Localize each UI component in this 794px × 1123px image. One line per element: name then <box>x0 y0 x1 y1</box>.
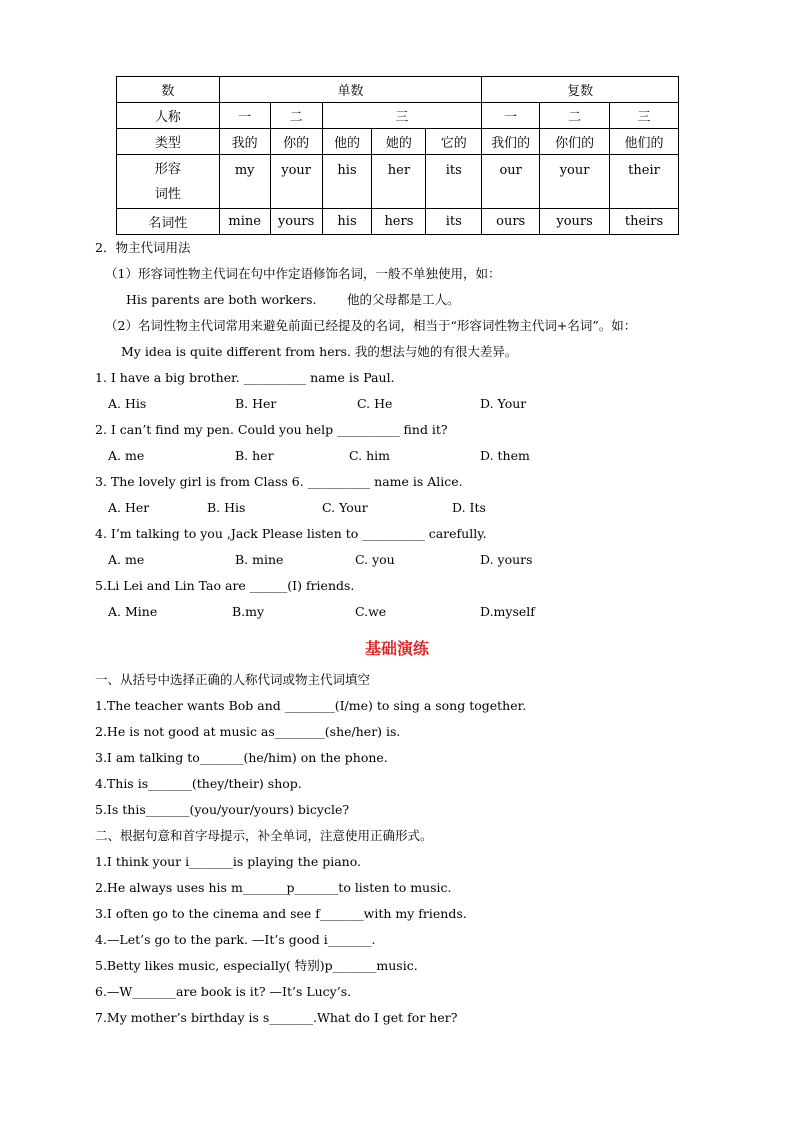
type-cell: 你们的 <box>540 129 610 155</box>
mc-option: B. her <box>235 448 274 463</box>
adjective-cell: their <box>610 155 679 209</box>
part1-heading: 一、从括号中选择正确的人称代词或物主代词填空 <box>95 672 371 687</box>
fill-item: 3.I am talking to_______(he/him) on the phone. <box>95 750 388 765</box>
noun-cell: ours <box>482 209 540 235</box>
mc-question-3: 3. The lovely girl is from Class 6. __________ name is Alice. <box>95 474 463 489</box>
usage-example-1-cn: 他的父母都是工人。 <box>347 292 460 307</box>
mc-question-5: 5.Li Lei and Lin Tao are ______(I) friends. <box>95 578 355 593</box>
part2-heading: 二、根据句意和首字母提示，补全单词，注意使用正确形式。 <box>95 828 433 843</box>
mc-question-2: 2. I can’t find my pen. Could you help __________ find it? <box>95 422 448 437</box>
word-item: 2.He always uses his m_______p_______to listen to music. <box>95 880 452 895</box>
mc-question-4: 4. I’m talking to you ,Jack Please listen to __________ carefully. <box>95 526 487 541</box>
section-title: 基础演练 <box>364 639 429 658</box>
mc-option: D. Your <box>480 396 527 411</box>
noun-cell: yours <box>270 209 322 235</box>
usage-heading: 2．物主代词用法 <box>95 240 191 255</box>
mc-option: B.my <box>232 604 265 619</box>
mc-option: B. Her <box>235 396 277 411</box>
fill-item: 4.This is_______(they/their) shop. <box>95 776 302 791</box>
person-cell: 二 <box>540 103 610 129</box>
usage-example-2: My idea is quite different from hers. 我的想法与她的有很大差异。 <box>121 344 518 359</box>
adjective-cell: my <box>219 155 270 209</box>
header-person: 人称 <box>117 103 220 129</box>
word-item: 7.My mother’s birthday is s_______.What do I get for her? <box>95 1010 458 1025</box>
word-item: 6.—W_______are book is it? —It’s Lucy’s. <box>95 984 352 999</box>
mc-option: D.myself <box>480 604 535 619</box>
mc-option: D. them <box>480 448 530 463</box>
mc-option: C. Your <box>322 500 368 515</box>
mc-option: A. His <box>108 396 147 411</box>
type-cell: 她的 <box>372 129 426 155</box>
header-noun: 名词性 <box>117 209 220 235</box>
fill-item: 5.Is this_______(you/your/yours) bicycle? <box>95 802 350 817</box>
usage-example-1-en: His parents are both workers. <box>126 292 317 307</box>
mc-option: A. Mine <box>108 604 158 619</box>
mc-option: B. His <box>207 500 246 515</box>
adjective-cell: its <box>426 155 482 209</box>
mc-option: C. him <box>349 448 390 463</box>
adjective-cell: your <box>270 155 322 209</box>
mc-option: A. me <box>108 552 145 567</box>
noun-cell: mine <box>219 209 270 235</box>
adjective-cell: our <box>482 155 540 209</box>
type-cell: 我们的 <box>482 129 540 155</box>
mc-option: D. yours <box>480 552 533 567</box>
type-cell: 我的 <box>219 129 270 155</box>
noun-cell: yours <box>540 209 610 235</box>
mc-option: C. He <box>357 396 393 411</box>
type-cell: 它的 <box>426 129 482 155</box>
person-cell: 三 <box>610 103 679 129</box>
type-cell: 他的 <box>322 129 372 155</box>
type-cell: 他们的 <box>610 129 679 155</box>
adjective-cell: her <box>372 155 426 209</box>
header-adjective: 形容 词性 <box>117 155 220 209</box>
mc-option: C.we <box>355 604 387 619</box>
person-cell: 一 <box>219 103 270 129</box>
header-number: 数 <box>117 77 220 103</box>
mc-option: D. Its <box>452 500 486 515</box>
possessive-pronoun-table <box>116 76 679 235</box>
fill-item: 2.He is not good at music as________(she/her) is. <box>95 724 401 739</box>
word-item: 3.I often go to the cinema and see f_______with my friends. <box>95 906 467 921</box>
person-cell: 三 <box>322 103 482 129</box>
usage-rule-2: （2）名词性物主代词常用来避免前面已经提及的名词，相当于“形容词性物主代词+名词”。如： <box>105 318 637 333</box>
mc-option: C. you <box>355 552 395 567</box>
mc-option: B. mine <box>235 552 284 567</box>
word-item: 4.—Let’s go to the park. —It’s good i_______. <box>95 932 376 947</box>
usage-rule-1: （1）形容词性物主代词在句中作定语修饰名词，一般不单独使用，如： <box>105 266 501 281</box>
header-singular: 单数 <box>219 77 482 103</box>
header-type: 类型 <box>117 129 220 155</box>
mc-question-1: 1. I have a big brother. __________ name is Paul. <box>95 370 395 385</box>
person-cell: 一 <box>482 103 540 129</box>
person-cell: 二 <box>270 103 322 129</box>
mc-option: A. me <box>108 448 145 463</box>
adjective-cell: your <box>540 155 610 209</box>
noun-cell: theirs <box>610 209 679 235</box>
fill-item: 1.The teacher wants Bob and ________(I/me) to sing a song together. <box>95 698 527 713</box>
type-cell: 你的 <box>270 129 322 155</box>
noun-cell: his <box>322 209 372 235</box>
header-plural: 复数 <box>482 77 679 103</box>
word-item: 1.I think your i_______is playing the piano. <box>95 854 361 869</box>
adjective-cell: his <box>322 155 372 209</box>
noun-cell: its <box>426 209 482 235</box>
mc-option: A. Her <box>108 500 150 515</box>
noun-cell: hers <box>372 209 426 235</box>
word-item: 5.Betty likes music, especially( 特别)p_______music. <box>95 958 418 973</box>
